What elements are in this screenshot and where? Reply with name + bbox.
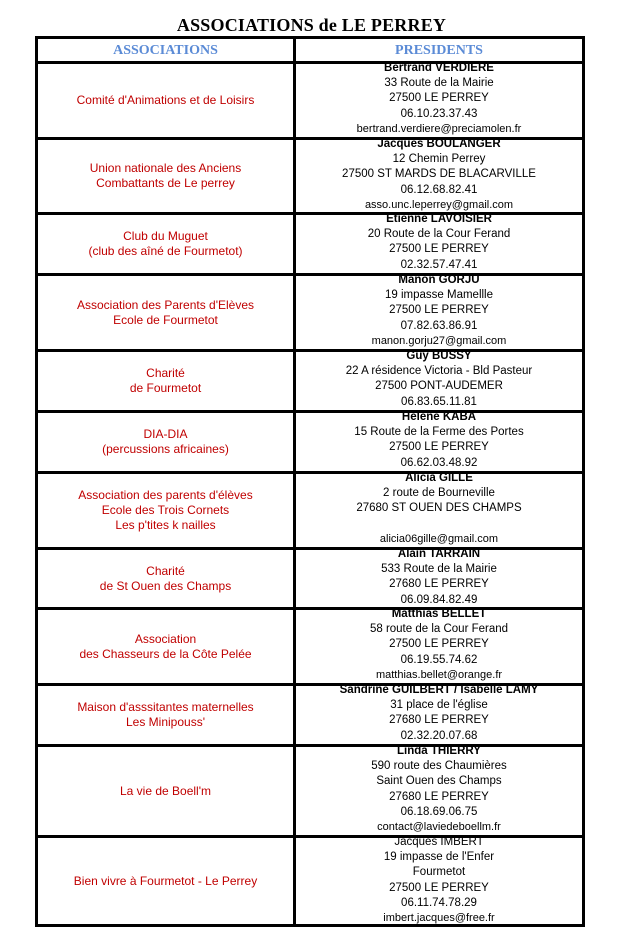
association-name-line: DIA-DIA [143, 427, 188, 441]
president-name: Jacques IMBERT [394, 836, 484, 848]
president-address-line: 590 route des Chaumières [371, 760, 507, 773]
president-email: asso.unc.leperrey@gmail.com [364, 198, 514, 211]
president-address-line: 27500 PONT-AUDEMER [375, 380, 503, 393]
association-name-line: Bien vivre à Fourmetot - Le Perrey [73, 874, 258, 888]
president-address-line: 27680 LE PERREY [389, 714, 489, 727]
association-name-line: Charité [146, 366, 185, 380]
association-name-line: Ecole de Fourmetot [113, 312, 218, 327]
president-address-line: 27680 LE PERREY [389, 578, 489, 591]
president-address-line: 19 impasse Mamellle [384, 289, 493, 302]
president-cell [296, 273, 582, 349]
association-name-line: Les Minipouss' [126, 715, 205, 729]
president-name: Manon GORJU [398, 274, 480, 286]
association-name-line: (club des aîné de Fourmetot) [88, 244, 243, 258]
president-address-line: 06.83.65.11.81 [401, 395, 477, 408]
association-name-line: Combattants de Le perrey [96, 176, 235, 190]
association-cell [38, 838, 293, 925]
president-email: bertrand.verdiere@preciamolen.fr [356, 122, 522, 135]
president-address-line: 06.12.68.82.41 [400, 183, 478, 196]
association-name-line: La vie de Boell'm [119, 783, 211, 798]
president-name: Matthias BELLET [391, 608, 487, 620]
president-address-line: 33 Route de la Mairie [384, 77, 494, 90]
association-cell [38, 474, 293, 547]
association-name-line: Ecole des Trois Cornets [101, 503, 230, 517]
president-address-line: 27500 LE PERREY [389, 638, 489, 651]
president-address-line: 06.11.74.78.29 [401, 896, 477, 909]
president-address-line: 12 Chemin Perrey [392, 153, 486, 166]
president-name: Alain TARRAIN [397, 548, 481, 560]
president-address-line: 06.62.03.48.92 [400, 456, 478, 469]
president-cell [296, 212, 582, 273]
association-name-line: (percussions africaines) [102, 442, 229, 456]
president-address-line: 06.18.69.06.75 [400, 805, 478, 818]
president-address-line: 02.32.20.07.68 [400, 729, 478, 742]
president-email: manon.gorju27@gmail.com [371, 334, 507, 347]
associations-table [35, 36, 585, 927]
president-cell [296, 547, 582, 607]
president-email: imbert.jacques@free.fr [383, 912, 495, 925]
president-address-line: 27680 ST OUEN DES CHAMPS [356, 502, 522, 515]
association-name-line: Maison d'asssitantes maternelles [77, 700, 254, 714]
association-cell [38, 215, 293, 273]
association-name-line: de St Ouen des Champs [99, 578, 232, 593]
association-name-line: de Fourmetot [129, 381, 202, 395]
president-cell [296, 835, 582, 925]
association-cell [38, 610, 293, 683]
association-cell [38, 550, 293, 607]
president-name: Jacques BOULANGER [377, 138, 501, 150]
association-name-line: Association des Parents d'Elèves [76, 297, 255, 312]
president-address-line: 27500 ST MARDS DE BLACARVILLE [342, 168, 536, 181]
president-cell [296, 744, 582, 835]
president-address-line: 19 impasse de l'Enfer [383, 851, 495, 864]
association-cell [38, 276, 293, 349]
president-email: matthias.bellet@orange.fr [375, 668, 503, 681]
association-cell [38, 352, 293, 410]
president-name: Linda THIERRY [397, 745, 481, 757]
president-address-line: 15 Route de la Ferme des Portes [354, 426, 524, 439]
association-name-line: des Chasseurs de la Côte Pelée [79, 646, 252, 661]
association-name-line: Les p'tites k nailles [115, 518, 216, 532]
association-name-line: Club du Muguet [123, 229, 208, 243]
president-cell [296, 349, 582, 410]
president-address-line: 27500 LE PERREY [389, 304, 489, 317]
president-email: contact@laviedeboellm.fr [377, 821, 501, 834]
association-name-line: Association [134, 631, 197, 646]
president-cell [296, 471, 582, 547]
association-cell [38, 686, 293, 744]
president-address-line: 06.19.55.74.62 [400, 653, 478, 666]
president-cell [296, 683, 582, 744]
president-cell [296, 61, 582, 137]
president-address-line: 27500 LE PERREY [389, 92, 489, 105]
president-address-line: 27500 LE PERREY [389, 441, 489, 454]
president-name: Etienne LAVOISIER [386, 213, 492, 225]
president-address-line: 22 A résidence Victoria - Bld Pasteur [345, 365, 533, 378]
association-name-line: Charité [146, 563, 185, 578]
president-name: Hélène KABA [401, 411, 477, 423]
president-name: Bertrand VERDIERE [384, 62, 494, 74]
president-email: alicia06gille@gmail.com [379, 532, 499, 545]
president-address-line: 06.09.84.82.49 [400, 593, 478, 606]
president-name: Sandrine GUILBERT / Isabelle LAMY [339, 684, 539, 696]
header-associations-label: ASSOCIATIONS [113, 42, 218, 58]
president-address-line: 533 Route de la Mairie [381, 563, 497, 576]
president-cell [296, 607, 582, 683]
president-address-line: 58 route de la Cour Ferand [369, 623, 509, 636]
header-associations [38, 39, 293, 62]
association-cell [38, 413, 293, 471]
president-address-line: 31 place de l'église [390, 699, 488, 712]
association-cell [38, 747, 293, 835]
president-address-line: 2 route de Bourneville [383, 487, 495, 500]
president-address-line: Saint Ouen des Champs [376, 775, 502, 788]
association-cell [38, 64, 293, 137]
association-name-line: Union nationale des Anciens [89, 161, 242, 175]
association-name-line: Association des parents d'élèves [78, 488, 253, 502]
president-address-line: 27680 LE PERREY [389, 790, 489, 803]
association-cell [38, 140, 293, 212]
president-address-line: 27500 LE PERREY [389, 243, 489, 256]
page-title: ASSOCIATIONS de LE PERREY [176, 15, 447, 35]
president-name: Guy BUSSY [406, 350, 472, 362]
president-name: Alicia GILLE [405, 472, 473, 484]
president-address-line: 06.10.23.37.43 [400, 107, 478, 120]
president-address-line: Fourmetot [412, 866, 466, 879]
header-presidents-label: PRESIDENTS [395, 42, 483, 58]
president-address-line: 27500 LE PERREY [389, 881, 489, 894]
header-presidents [296, 39, 582, 62]
president-address-line: 02.32.57.47.41 [400, 258, 478, 271]
association-name-line: Comité d'Animations et de Loisirs [76, 93, 255, 107]
president-cell [296, 137, 582, 212]
president-cell [296, 410, 582, 471]
president-address-line: 07.82.63.86.91 [400, 319, 478, 332]
president-address-line: 20 Route de la Cour Ferand [367, 228, 511, 241]
